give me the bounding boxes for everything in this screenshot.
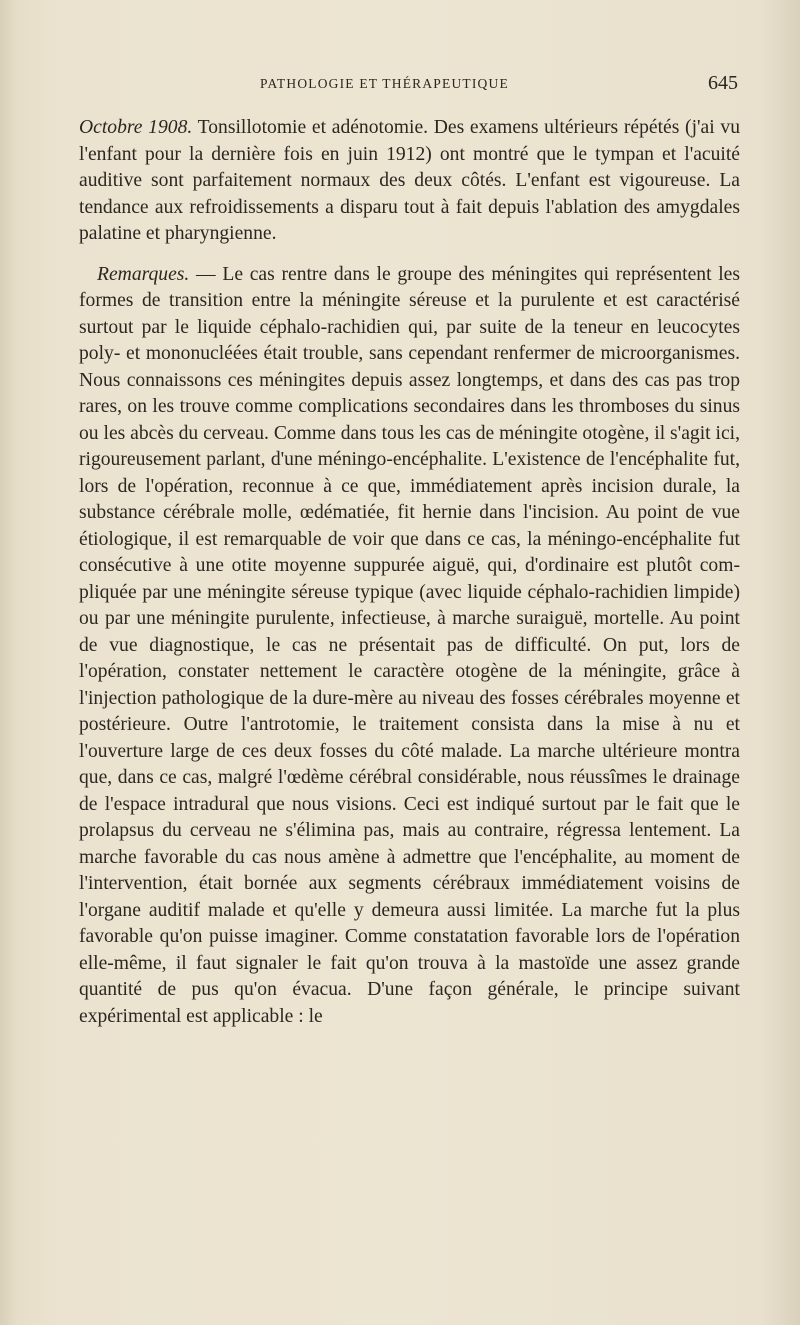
paragraph-text: Tonsillotomie et adénotomie. Des examens ultérieurs répétés (j'ai vu l'enfant pour la dernière fois en juin 1912) ont montré que le tympan et l'acuité auditive sont parfaitement normaux des deux côtés. L'enfant est vigoureuse. La tendance aux refroidissements a disparu tout à fait depuis l'ablation des amygdales palatine et pharyngienne. bbox=[79, 117, 740, 244]
body-text bbox=[79, 115, 740, 1030]
page-header bbox=[0, 72, 800, 102]
paragraph-case-followup bbox=[79, 115, 740, 248]
running-head: PATHOLOGIE ET THÉRAPEUTIQUE bbox=[260, 76, 509, 91]
paragraph-remarks bbox=[79, 262, 740, 1031]
remarks-lead: Remarques. bbox=[97, 263, 190, 285]
paragraph-text: — Le cas rentre dans le groupe des méningites qui représentent les formes de transition entre la méningite séreuse et la purulente et est caractérisé surtout par le liquide céphalo-rachidien qui, par suite de la teneur en leucocytes poly- et mononucléées était trouble, sans cependant renfermer de microorganismes. Nous connaissons ces méningites depuis assez longtemps, et dans des cas pas trop rares, on les trouve comme complications secondaires dans les thromboses du sinus ou les abcès du cerveau. Comme dans tous les cas de méningite otogène, il s'agit ici, rigoureusement parlant, d'une méningo-encéphalite. L'existence de l'encéphalite fut, lors de l'opération, reconnue à ce que, immédiatement après incision durale, la substance cérébrale molle, œdématiée, fit hernie dans l'incision. Au point de vue étiologique, il est remarquable de voir que dans ce cas, la méningo-encéphalite fut consécutive à une otite moyenne suppurée aiguë, qui, d'ordinaire est plutôt compliquée par une méningite séreuse typique (avec liquide céphalo-rachidien limpide) ou par une méningite purulente, infectieuse, à marche suraiguë, mortelle. Au point de vue diagnostique, le cas ne présentait pas de difficulté. On put, lors de l'opération, constater nettement le caractère otogène de la méningite, grâce à l'injection pathologique de la dure-mère au niveau des fosses cérébrales moyenne et postérieure. Outre l'antrotomie, le traitement consista dans la mise à nu et l'ouverture large de ces deux fosses du côté malade. La marche ultérieure montra que, dans ce cas, malgré l'œdème cérébral considérable, nous réussîmes le drainage de l'espace intradural que nous visions. Ceci est indiqué surtout par le fait que le prolapsus du cerveau ne s'élimina pas, mais au contraire, régressa lentement. La marche favorable du cas nous amène à admettre que l'encéphalite, au moment de l'intervention, était bornée aux segments cérébraux immédiatement voisins de l'organe auditif malade et qu'elle y demeura aussi limitée. La marche fut la plus favorable qu'on puisse imaginer. Comme constatation favorable lors de l'opération elle-même, il faut signaler le fait qu'on trouva à la mastoïde une assez grande quantité de pus qu'on évacua. D'une façon générale, le principe suivant expérimental est applicable : le bbox=[79, 263, 740, 1027]
date-lead: Octobre 1908. bbox=[79, 117, 193, 138]
page-number: 645 bbox=[708, 72, 738, 94]
